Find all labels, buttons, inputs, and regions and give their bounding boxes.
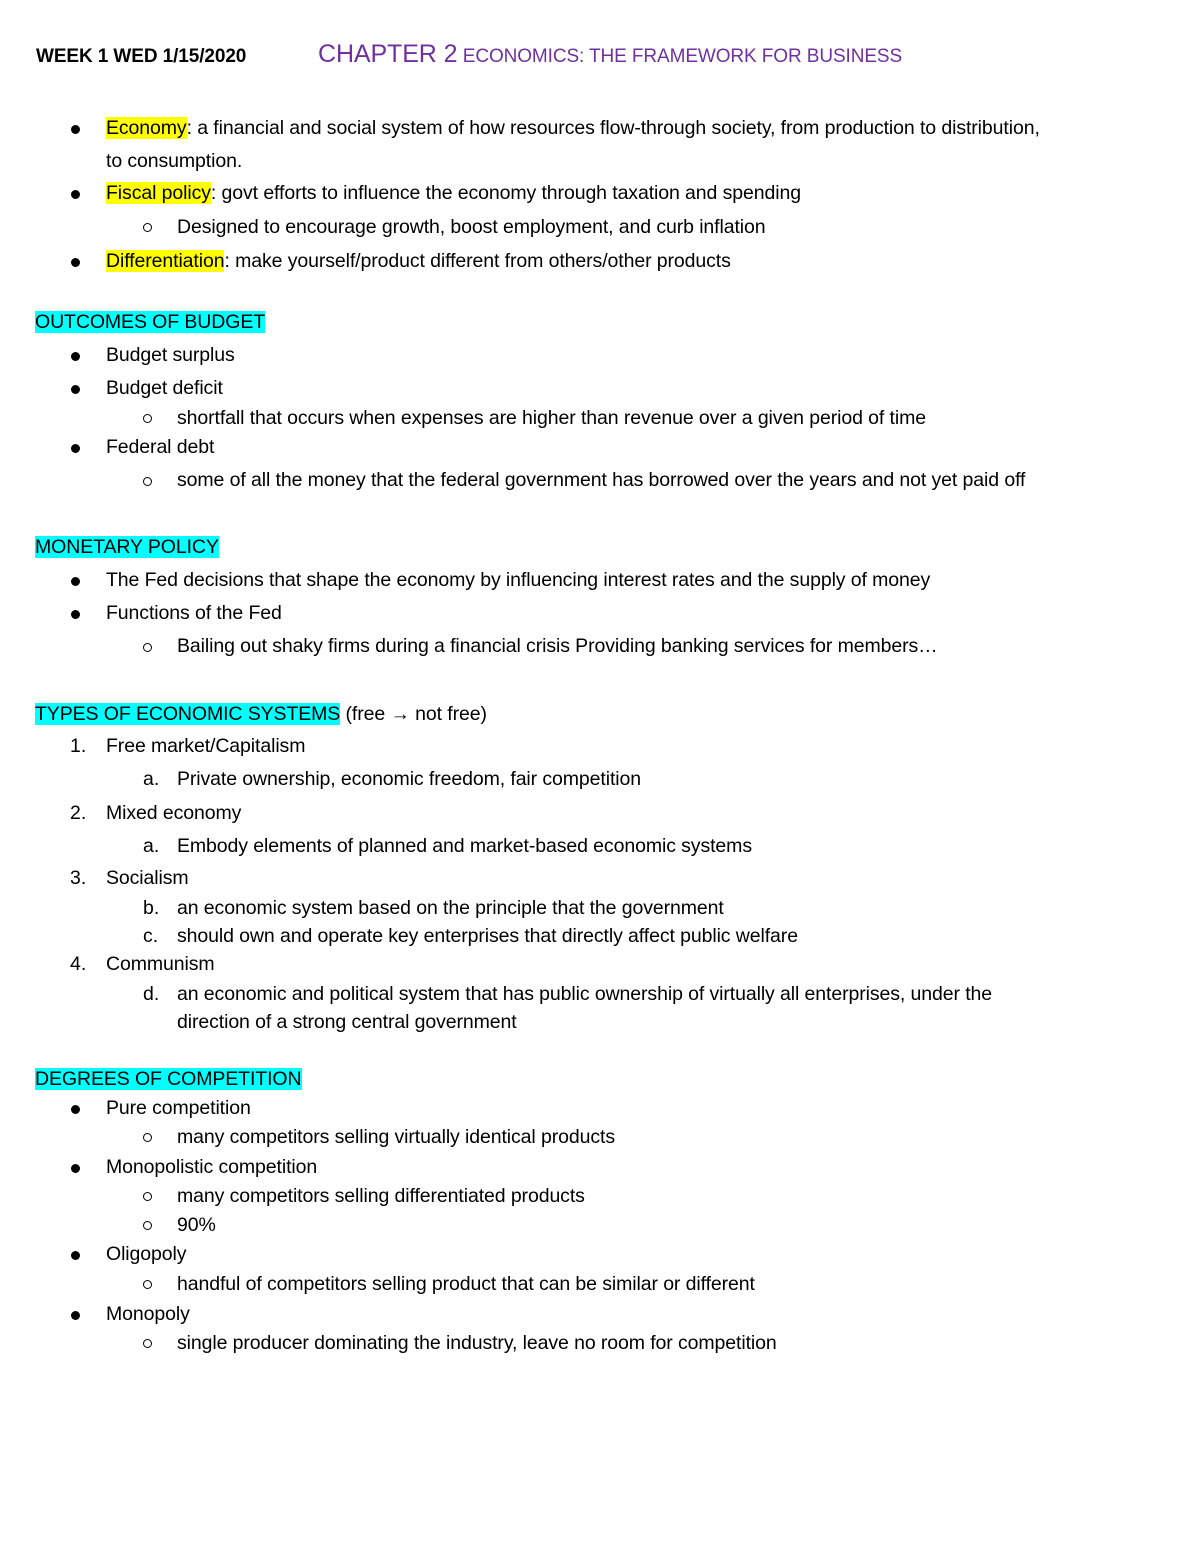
term-economy: Economy <box>106 117 187 139</box>
list-item-continuation: to consumption. <box>106 150 243 172</box>
list-number: 2. <box>70 802 87 824</box>
list-item: Monopoly <box>106 1303 190 1325</box>
term-differentiation: Differentiation <box>106 250 225 272</box>
bullet-icon <box>71 577 80 586</box>
week-date: WEEK 1 WED 1/15/2020 <box>36 46 247 67</box>
list-item: Economy: a financial and social system of how resources flow-through society, from production to distribution, <box>106 117 1040 139</box>
list-item: Oligopoly <box>106 1243 187 1265</box>
list-item: Budget deficit <box>106 377 223 399</box>
section-heading-competition: DEGREES OF COMPETITION <box>35 1068 302 1090</box>
circle-bullet-icon <box>143 1280 152 1289</box>
circle-bullet-icon <box>143 643 152 652</box>
list-item: Socialism <box>106 867 189 889</box>
list-item: Free market/Capitalism <box>106 735 306 757</box>
sub-item: 90% <box>177 1214 216 1236</box>
sub-letter: b. <box>143 897 160 919</box>
term-fiscal-policy: Fiscal policy <box>106 182 211 204</box>
list-item: Budget surplus <box>106 344 235 366</box>
list-number: 1. <box>70 735 87 757</box>
sub-letter: d. <box>143 983 160 1005</box>
circle-bullet-icon <box>143 1192 152 1201</box>
arrow-right-icon: → <box>390 703 410 725</box>
sub-letter: a. <box>143 835 160 857</box>
chapter-heading <box>318 42 902 69</box>
circle-bullet-icon <box>143 223 152 232</box>
list-item: Communism <box>106 953 215 975</box>
circle-bullet-icon <box>143 1221 152 1230</box>
bullet-icon <box>71 1251 80 1260</box>
sub-item-continuation: direction of a strong central government <box>177 1011 517 1033</box>
sub-item: Embody elements of planned and market-based economic systems <box>177 835 752 857</box>
list-item: Functions of the Fed <box>106 602 282 624</box>
sub-letter: a. <box>143 768 160 790</box>
bullet-icon <box>71 1164 80 1173</box>
sub-item: shortfall that occurs when expenses are higher than revenue over a given period of time <box>177 407 926 429</box>
sub-item: many competitors selling virtually identical products <box>177 1126 615 1148</box>
list-item: Monopolistic competition <box>106 1156 318 1178</box>
bullet-icon <box>71 190 80 199</box>
sub-item: single producer dominating the industry, leave no room for competition <box>177 1332 777 1354</box>
list-item: Pure competition <box>106 1097 251 1119</box>
section-heading-budget: OUTCOMES OF BUDGET <box>35 311 266 333</box>
list-number: 3. <box>70 867 87 889</box>
circle-bullet-icon <box>143 1133 152 1142</box>
sub-item: Designed to encourage growth, boost employment, and curb inflation <box>177 216 766 238</box>
sub-item: should own and operate key enterprises that directly affect public welfare <box>177 925 798 947</box>
bullet-icon <box>71 258 80 267</box>
bullet-icon <box>71 1105 80 1114</box>
bullet-icon <box>71 1311 80 1320</box>
bullet-icon <box>71 610 80 619</box>
list-item: The Fed decisions that shape the economy by influencing interest rates and the supply of money <box>106 569 931 591</box>
bullet-icon <box>71 125 80 134</box>
circle-bullet-icon <box>143 1339 152 1348</box>
bullet-icon <box>71 444 80 453</box>
bullet-icon <box>71 352 80 361</box>
circle-bullet-icon <box>143 477 152 486</box>
sub-item: many competitors selling differentiated products <box>177 1185 585 1207</box>
list-number: 4. <box>70 953 87 975</box>
sub-item: Private ownership, economic freedom, fair competition <box>177 768 641 790</box>
list-item: Federal debt <box>106 436 215 458</box>
sub-item: some of all the money that the federal government has borrowed over the years and not yet paid off <box>177 469 1026 491</box>
list-item: Mixed economy <box>106 802 242 824</box>
chapter-number: CHAPTER 2 <box>318 40 458 68</box>
section-heading-systems: TYPES OF ECONOMIC SYSTEMS (free → not free) <box>35 703 487 725</box>
list-item: Differentiation: make yourself/product different from others/other products <box>106 250 731 272</box>
sub-item: an economic and political system that has public ownership of virtually all enterprises, under the <box>177 983 993 1005</box>
document-header <box>36 44 246 69</box>
sub-item: an economic system based on the principle that the government <box>177 897 724 919</box>
chapter-title: ECONOMICS: THE FRAMEWORK FOR BUSINESS <box>462 46 903 67</box>
list-item: Fiscal policy: govt efforts to influence the economy through taxation and spending <box>106 182 801 204</box>
section-heading-monetary: MONETARY POLICY <box>35 536 219 558</box>
sub-item: handful of competitors selling product that can be similar or different <box>177 1273 755 1295</box>
sub-letter: c. <box>143 925 159 947</box>
circle-bullet-icon <box>143 414 152 423</box>
bullet-icon <box>71 385 80 394</box>
sub-item: Bailing out shaky firms during a financial crisis Providing banking services for members… <box>177 635 938 657</box>
